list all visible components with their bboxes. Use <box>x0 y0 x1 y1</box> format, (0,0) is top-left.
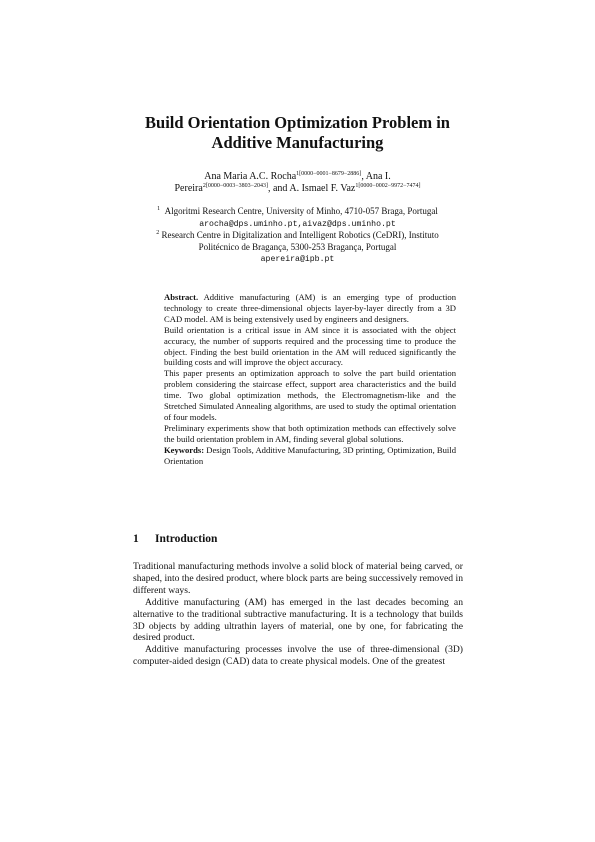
affiliation-2-email <box>0 253 595 266</box>
affiliation-text: Politécnico de Bragança, 5300-253 Bragança, Portugal <box>198 241 397 252</box>
title-line-1: Build Orientation Optimization Problem in <box>145 113 450 132</box>
author-list <box>0 171 595 195</box>
email-link[interactable]: arocha@dps.uminho.pt,aivaz@dps.uminho.pt <box>199 219 396 229</box>
title-line-2: Additive Manufacturing <box>211 133 384 152</box>
abstract-paragraph: Build orientation is a critical issue in AM since it is associated with the object accuracy, the number of supports required and the processing time to produce the object. Finding the best build orientation in the AM will reduced significantly the building costs and will improve the object accuracy. <box>164 324 456 368</box>
affiliation-1-email <box>0 218 595 231</box>
author-line-1 <box>0 171 595 183</box>
author-name: , Ana I. <box>361 171 391 182</box>
body-paragraph: Additive manufacturing processes involve the use of three-dimensional (3D) computer-aided design (CAD) data to create physical models. One of the greatest <box>133 644 463 668</box>
affiliation-text: Research Centre in Digitalization and Intelligent Robotics (CeDRI), Instituto <box>161 230 439 240</box>
section-heading <box>133 533 217 545</box>
author-orcid: 2[0000−0003−3803−2043] <box>202 183 268 189</box>
abstract-label: Abstract. <box>164 292 199 302</box>
abstract-paragraph: This paper presents an optimization approach to solve the part build orientation problem considering the staircase effect, support area characteristics and the build time. Two global optimization methods, the Electromagnetism-like and the Stretched Simulated Annealing algorithms, are used to study the optimal orientation of four models. <box>164 368 456 422</box>
author-name: , and A. Ismael F. Vaz <box>267 183 356 194</box>
section-title: Introduction <box>155 533 218 545</box>
body-paragraph: Traditional manufacturing methods involve a solid block of material being carved, or shaped, into the desired product, where block parts are being successively removed in different ways. <box>133 561 463 596</box>
affiliations <box>0 206 595 266</box>
author-orcid: 1[0000−0001−8679−2886] <box>296 171 362 177</box>
author-orcid: 1[0000−0002−9972−7474] <box>355 183 421 189</box>
abstract-paragraph: Preliminary experiments show that both optimization methods can effectively solve the build orientation problem in AM, finding several global solutions. <box>164 422 456 444</box>
affiliation-2 <box>0 230 595 242</box>
affiliation-text: Algoritmi Research Centre, University of Minho, 4710-057 Braga, Portugal <box>164 206 438 216</box>
section-number: 1 <box>133 533 139 545</box>
affiliation-1 <box>0 206 595 218</box>
author-name: Ana Maria A.C. Rocha <box>204 171 297 182</box>
body-text <box>133 561 463 668</box>
abstract-text: Additive manufacturing (AM) is an emerging type of production technology to create three-dimensional objects layer-by-layer directly from a 3D CAD model. AM is being extensively used by engineers and designers. <box>164 292 456 324</box>
email-link[interactable]: apereira@ipb.pt <box>260 255 335 264</box>
body-paragraph: Additive manufacturing (AM) has emerged in the last decades becoming an alternative to the traditional subtractive manufacturing. It is a technology that builds 3D objects by adding ultrathin layers of material, one by one, for fabricating the desired product. <box>133 596 463 644</box>
affiliation-2-cont <box>0 242 595 254</box>
author-name: Pereira <box>174 183 203 194</box>
paper-title <box>0 113 595 153</box>
abstract-paragraph <box>164 292 456 325</box>
affiliation-mark: 2 <box>156 230 160 236</box>
keywords-text: Design Tools, Additive Manufacturing, 3D printing, Optimization, Build Orientation <box>164 444 456 466</box>
abstract <box>164 292 456 467</box>
affiliation-mark: 1 <box>157 206 161 212</box>
keywords <box>164 445 456 467</box>
keywords-label: Keywords: <box>164 444 205 455</box>
author-line-2 <box>0 183 595 195</box>
